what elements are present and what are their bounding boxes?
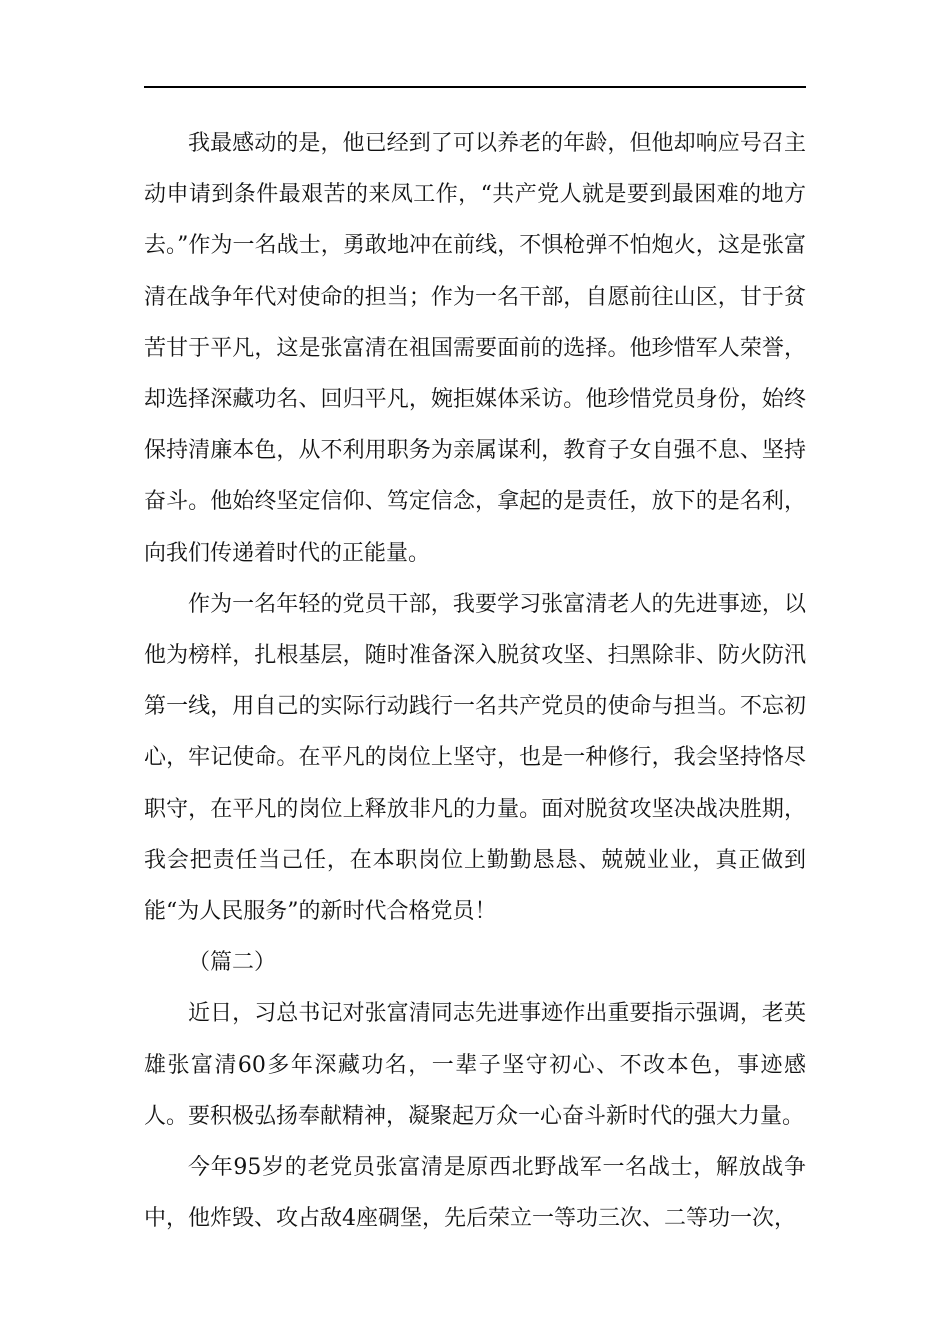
document-body <box>144 118 806 1244</box>
paragraph-3: 近日，习总书记对张富清同志先进事迹作出重要指示强调，老英雄张富清60多年深藏功名，一辈子坚守初心、不改本色，事迹感人。要积极弘扬奉献精神，凝聚起万众一心奋斗新时代的强大力量。 <box>144 1001 806 1129</box>
paragraph-1: 我最感动的是，他已经到了可以养老的年龄，但他却响应号召主动申请到条件最艰苦的来凤工作，“共产党人就是要到最困难的地方去。”作为一名战士，勇敢地冲在前线，不惧枪弹不怕炮火，这是张富清在战争年代对使命的担当；作为一名干部，自愿前往山区，甘于贫苦甘于平凡，这是张富清在祖国需要面前的选择。他珍惜军人荣誉，却选择深藏功名、回归平凡，婉拒媒体采访。他珍惜党员身份，始终保持清廉本色，从不利用职务为亲属谋利，教育子女自强不息、坚持奋斗。他始终坚定信仰、笃定信念，拿起的是责任，放下的是名利，向我们传递着时代的正能量。 <box>144 131 806 566</box>
header-rule <box>144 86 806 88</box>
paragraph-4: 今年95岁的老党员张富清是原西北野战军一名战士，解放战争中，他炸毁、攻占敌4座碉堡，先后荣立一等功三次、二等功一次， <box>144 1155 806 1232</box>
paragraph-2: 作为一名年轻的党员干部，我要学习张富清老人的先进事迹，以他为榜样，扎根基层，随时准备深入脱贫攻坚、扫黑除非、防火防汛第一线，用自己的实际行动践行一名共产党员的使命与担当。不忘初心，牢记使命。在平凡的岗位上坚守，也是一种修行，我会坚持恪尽职守，在平凡的岗位上释放非凡的力量。面对脱贫攻坚决战决胜期，我会把责任当己任，在本职岗位上勤勤恳恳、兢兢业业，真正做到能“为人民服务”的新时代合格党员！ <box>144 591 806 925</box>
section-label: （篇二） <box>188 950 277 976</box>
